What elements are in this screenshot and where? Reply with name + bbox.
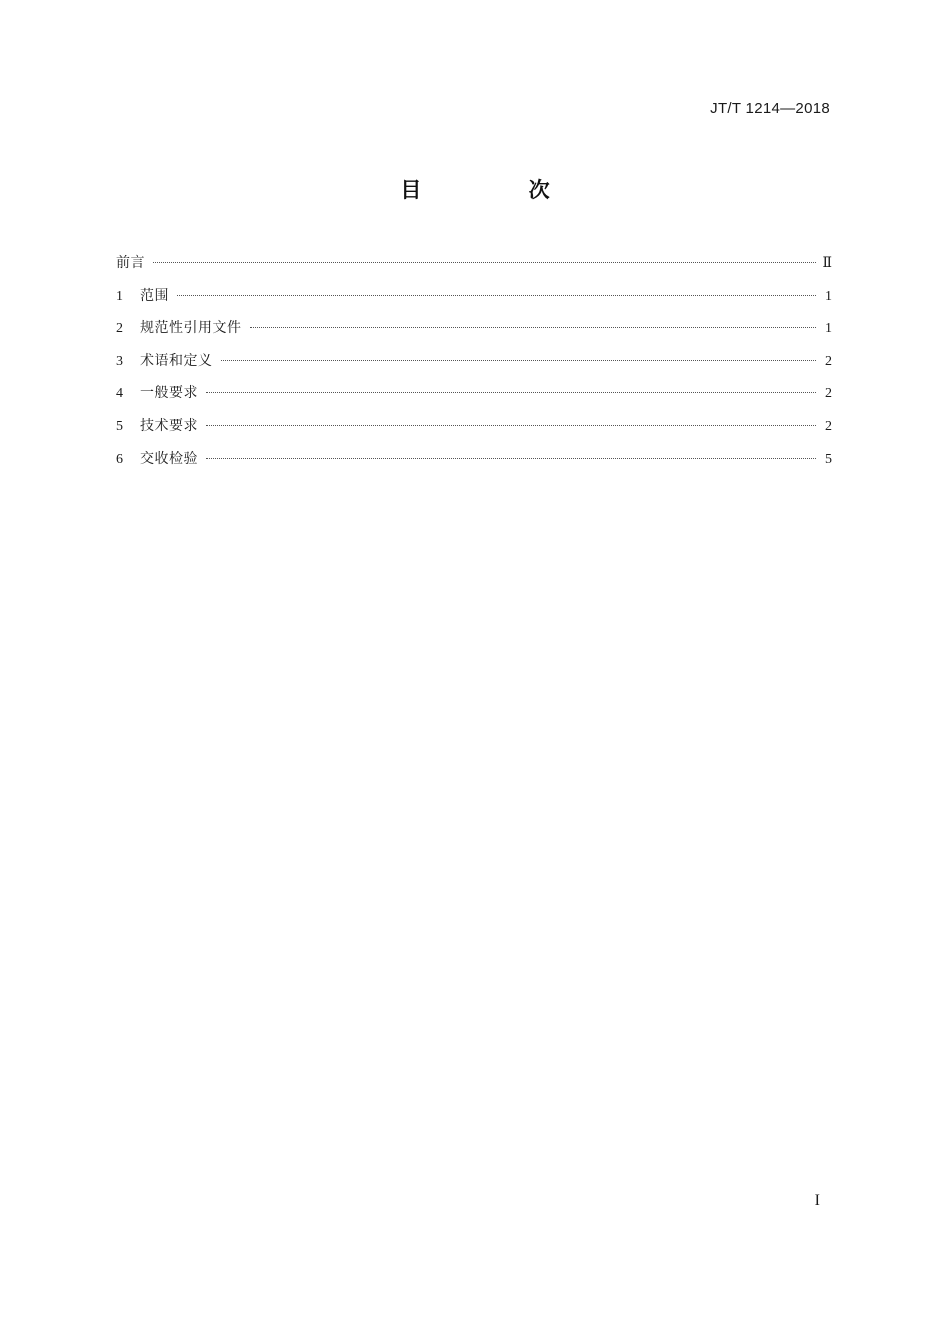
toc-entry-normative-references[interactable] [116, 317, 832, 350]
toc-heading: 目 次 [400, 178, 600, 202]
toc-entry-general-requirements[interactable] [116, 382, 832, 415]
toc-entry-label: 前言 [116, 255, 145, 271]
toc-leader-dots [250, 327, 817, 328]
toc-entry-label: 一般要求 [140, 385, 198, 402]
toc-entry-number: 2 [116, 321, 123, 337]
toc-entry-page: 2 [825, 418, 832, 434]
toc-entry-delivery-inspection[interactable] [116, 448, 832, 481]
toc-leader-dots [153, 262, 816, 263]
toc-leader-dots [177, 295, 816, 296]
page-number: I [814, 1192, 820, 1209]
toc-leader-dots [206, 425, 816, 426]
toc-entry-number: 3 [116, 353, 123, 369]
toc-entry-label: 技术要求 [140, 417, 198, 434]
toc-entry-label: 范围 [140, 287, 169, 304]
toc-entry-number: 4 [116, 386, 123, 402]
toc-entry-label: 规范性引用文件 [140, 320, 242, 337]
toc-entry-number: 1 [116, 288, 123, 304]
toc-entry-label: 术语和定义 [140, 352, 213, 369]
toc-leader-dots [206, 392, 816, 393]
toc-entry-page: Ⅱ [822, 256, 832, 271]
toc-leader-dots [206, 458, 816, 459]
toc-entry-foreword[interactable] [116, 252, 832, 285]
toc-entry-page: 1 [825, 288, 832, 304]
toc-entry-page: 2 [825, 386, 832, 402]
table-of-contents [116, 252, 832, 480]
toc-leader-dots [221, 360, 817, 361]
toc-entry-number: 6 [116, 451, 123, 467]
toc-entry-page: 1 [825, 321, 832, 337]
toc-entry-terms-definitions[interactable] [116, 350, 832, 383]
toc-entry-page: 2 [825, 353, 832, 369]
toc-entry-number: 5 [116, 418, 123, 434]
toc-entry-scope[interactable] [116, 285, 832, 318]
toc-entry-page: 5 [825, 451, 832, 467]
toc-entry-label: 交收检验 [140, 450, 198, 467]
toc-entry-technical-requirements[interactable] [116, 415, 832, 448]
document-code: JT/T 1214—2018 [710, 100, 830, 117]
